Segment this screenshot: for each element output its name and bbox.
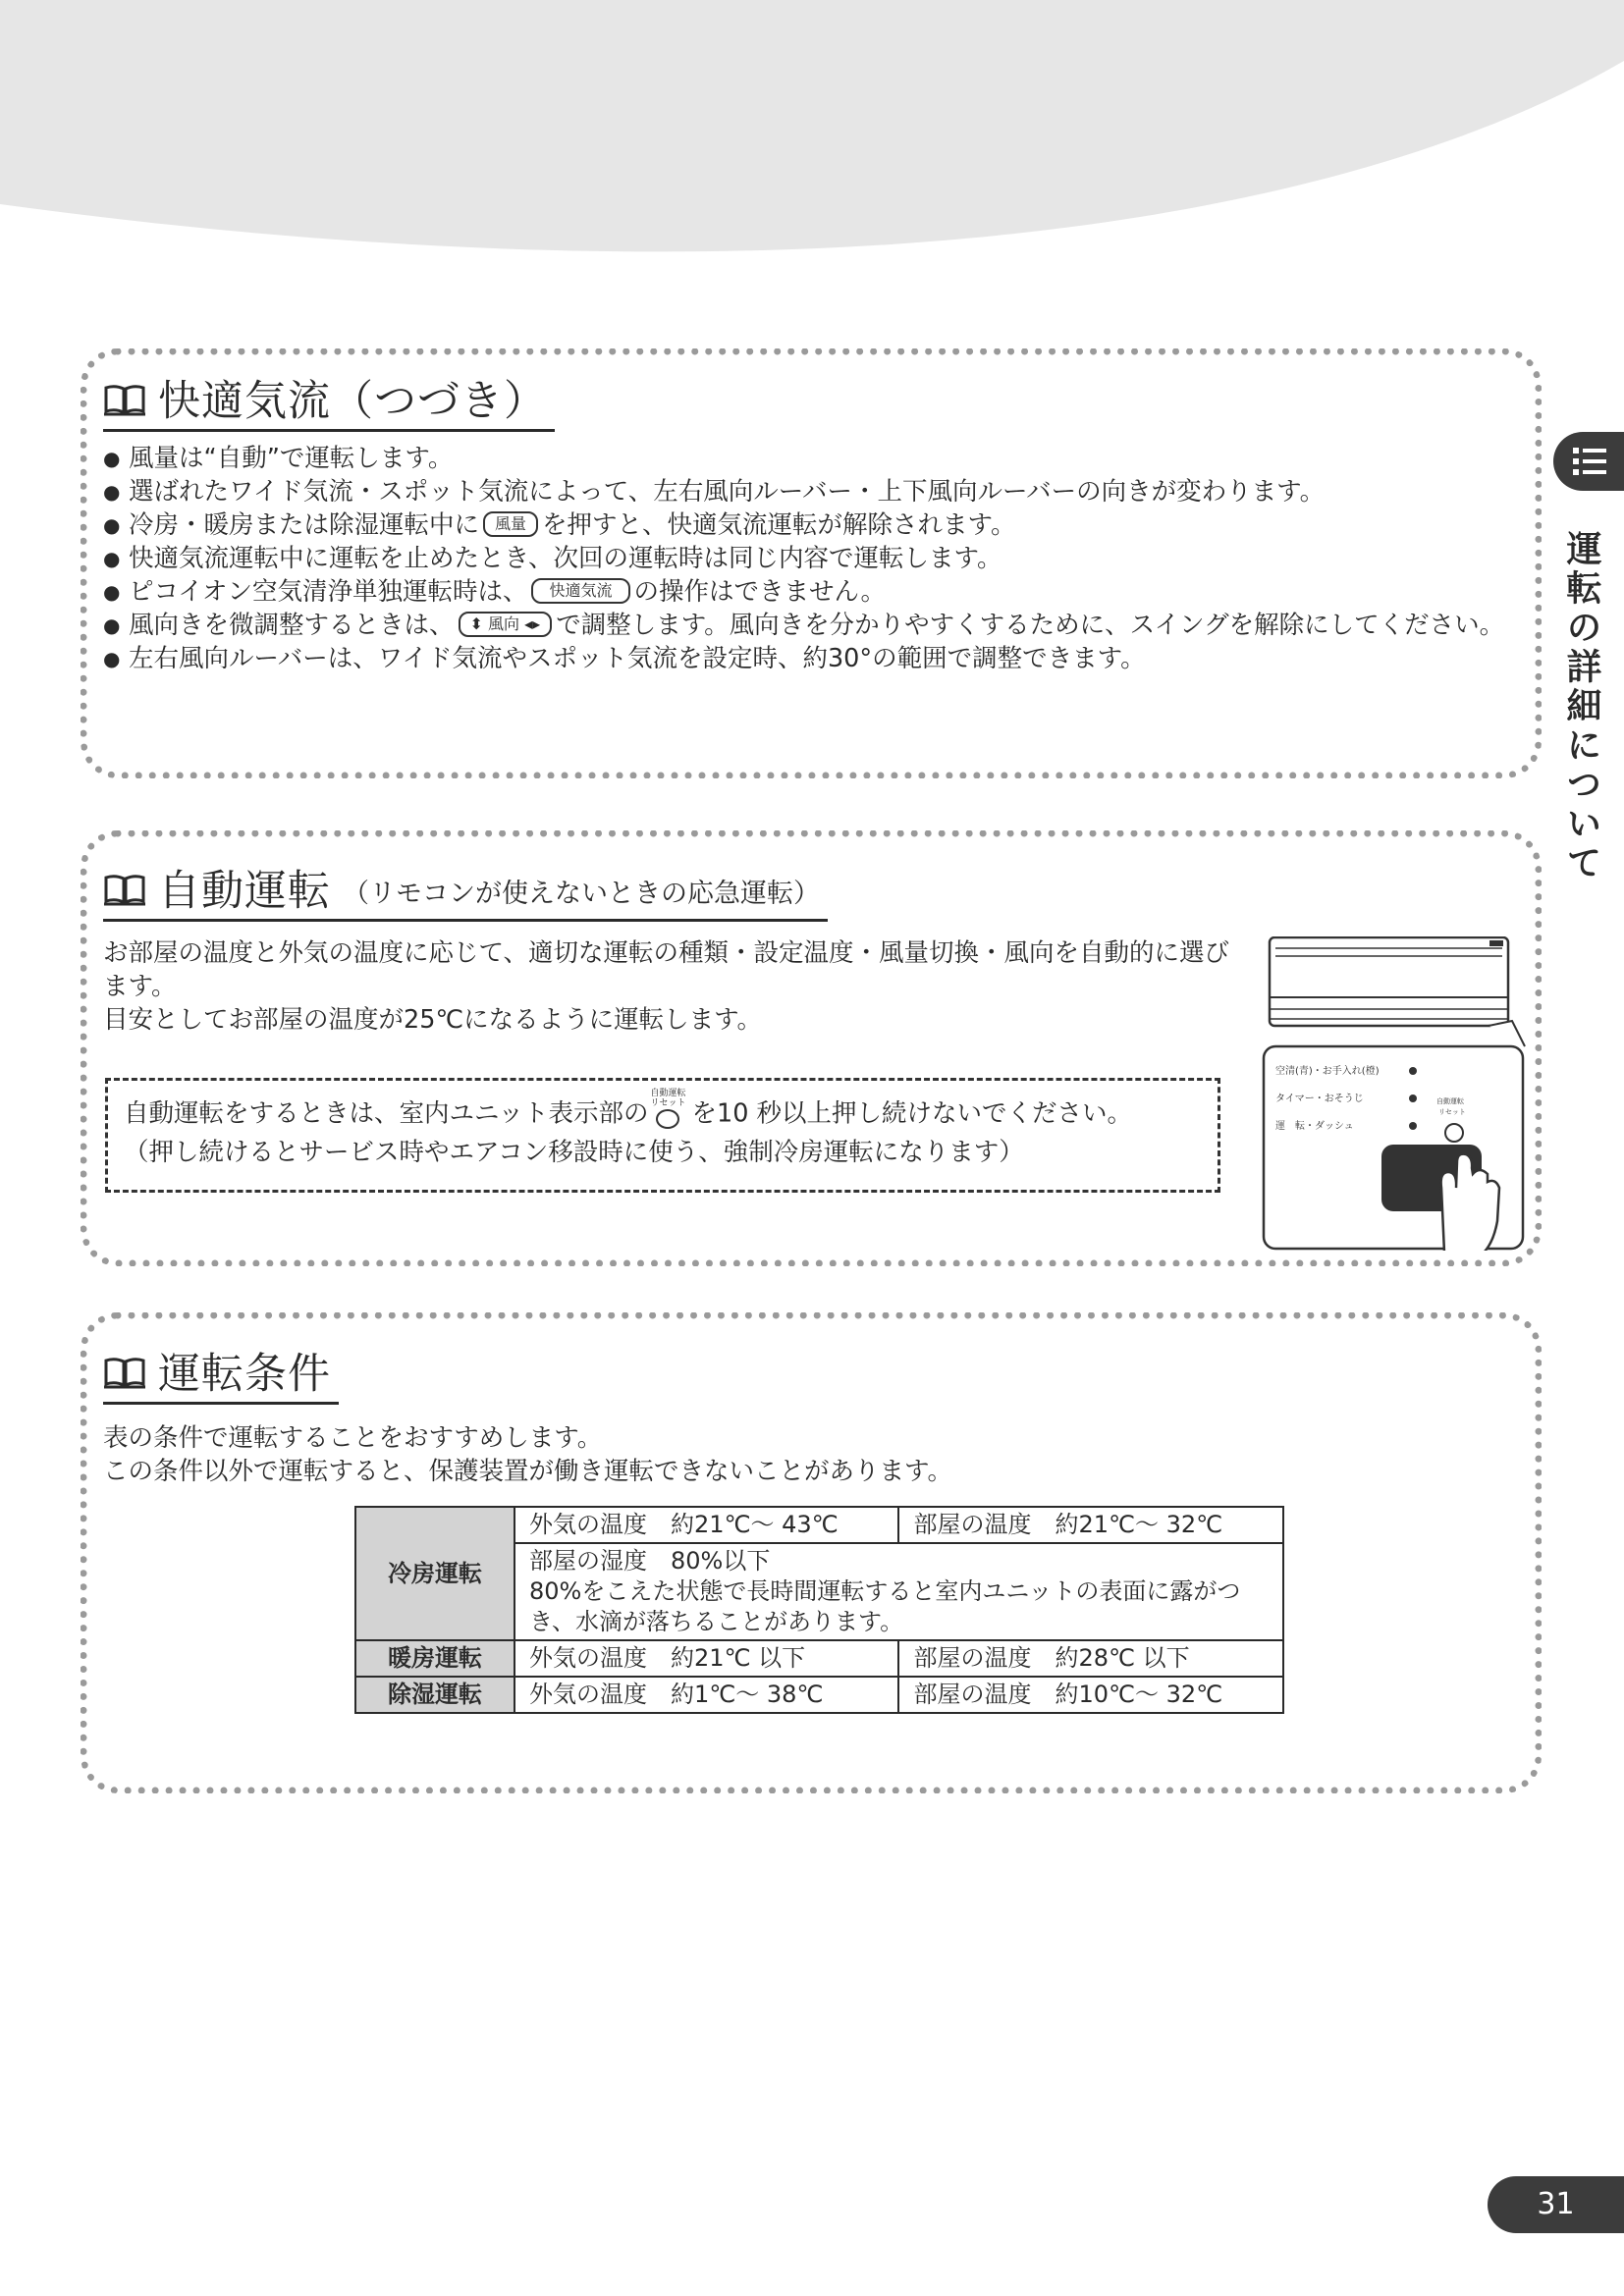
section-title: [103, 867, 828, 922]
heating-room-cell: 部屋の温度 約28℃ 以下: [898, 1640, 1283, 1677]
reset-button-icon: 自動運転 リセット: [650, 1089, 685, 1129]
heating-outdoor-cell: 外気の温度 約21℃ 以下: [514, 1640, 898, 1677]
section-auto-operation: [81, 830, 1542, 1266]
reset-label-1: 自動運転: [1436, 1097, 1464, 1105]
table-row: [355, 1677, 1283, 1713]
list-item: ● 冷房・暖房または除湿運転中に 風量 を押すと、快適気流運転が解除されます。: [103, 508, 1515, 542]
list-item: ● ピコイオン空気清浄単独運転時は、 快適気流 の操作はできません。: [103, 575, 1515, 609]
comfort-airflow-bullets: [103, 442, 1515, 675]
indicator-row-1: 空清(青)・お手入れ(橙): [1275, 1066, 1380, 1077]
book-icon: [103, 1357, 146, 1390]
chapter-tab: [1553, 432, 1624, 491]
cooling-room-cell: 部屋の温度 約21℃～ 32℃: [898, 1507, 1283, 1543]
row-header-cooling: 冷房運転: [355, 1507, 514, 1640]
table-row: [355, 1640, 1283, 1677]
list-item: ● 左右風向ルーバーは、ワイド気流やスポット気流を設定時、約30°の範囲で調整できます。: [103, 642, 1515, 675]
auto-operation-notice: 自動運転をするときは、室内ユニット表示部の 自動運転 リセット を10 秒以上押し続けないでください。 （押し続けるとサービス時やエアコン移設時に使う、強制冷房運転になります）: [105, 1078, 1220, 1193]
page-number: 31: [1488, 2176, 1624, 2233]
conditions-line-1: 表の条件で運転することをおすすめします。: [103, 1423, 603, 1453]
book-icon: [103, 874, 146, 907]
row-header-heating: 暖房運転: [355, 1640, 514, 1677]
cooling-outdoor-cell: 外気の温度 約21℃～ 43℃: [514, 1507, 898, 1543]
section-operating-conditions: [81, 1312, 1542, 1793]
comfort-airflow-key-icon: 快適気流: [531, 578, 629, 604]
indoor-unit-illustration: [1262, 936, 1527, 1251]
dry-outdoor-cell: 外気の温度 約1℃～ 38℃: [514, 1677, 898, 1713]
left-right-arrow-icon: ◂▸: [524, 614, 541, 633]
auto-operation-title: 自動運転: [158, 867, 331, 916]
fan-speed-key-icon: 風量: [483, 511, 538, 537]
section-title: [103, 1350, 339, 1405]
book-icon: [103, 384, 146, 417]
list-item: ● 風量は“自動”で運転します。: [103, 442, 1515, 475]
indicator-row-2: タイマー・おそうじ: [1275, 1094, 1364, 1104]
comfort-airflow-title: 快適気流（つづき）: [158, 377, 547, 426]
table-row: [355, 1507, 1283, 1543]
indicator-row-3: 運 転・ダッシュ: [1275, 1121, 1354, 1132]
reset-label-2: リセット: [1438, 1108, 1466, 1116]
auto-operation-subtitle: （リモコンが使えないときの応急運転）: [343, 879, 820, 909]
list-item: ● 風向きを微調整するときは、 ⬍ 風向 ◂▸ で調整します。風向きを分かりやすくするために、スイングを解除にしてください。: [103, 609, 1515, 642]
section-title: [103, 377, 555, 432]
list-item: ● 快適気流運転中に運転を止めたとき、次回の運転時は同じ内容で運転します。: [103, 542, 1515, 575]
up-down-arrow-icon: ⬍: [469, 614, 483, 633]
header-decoration: [0, 0, 1624, 285]
air-direction-key-icon: ⬍ 風向 ◂▸: [459, 612, 553, 637]
auto-operation-target: 目安としてお部屋の温度が25℃になるように運転します。: [103, 1005, 763, 1035]
dry-room-cell: 部屋の温度 約10℃～ 32℃: [898, 1677, 1283, 1713]
auto-operation-description: お部屋の温度と外気の温度に応じて、適切な運転の種類・設定温度・風量切換・風向を自動的に選びます。: [103, 938, 1229, 1001]
operating-conditions-title: 運転条件: [158, 1350, 331, 1399]
chapter-title: 運転の詳細について: [1561, 530, 1601, 883]
section-comfort-airflow: [81, 348, 1542, 778]
list-item: ● 選ばれたワイド気流・スポット気流によって、左右風向ルーバー・上下風向ルーバーの向きが変わります。: [103, 475, 1515, 508]
conditions-line-2: この条件以外で運転すると、保護装置が働き運転できないことがあります。: [103, 1457, 952, 1486]
conditions-table: [354, 1506, 1284, 1714]
list-icon: [1571, 442, 1610, 481]
cooling-humidity-cell: 部屋の湿度 80%以下 80%をこえた状態で長時間運転すると室内ユニットの表面に露がつき、水滴が落ちることがあります。: [514, 1543, 1283, 1640]
row-header-dry: 除湿運転: [355, 1677, 514, 1713]
